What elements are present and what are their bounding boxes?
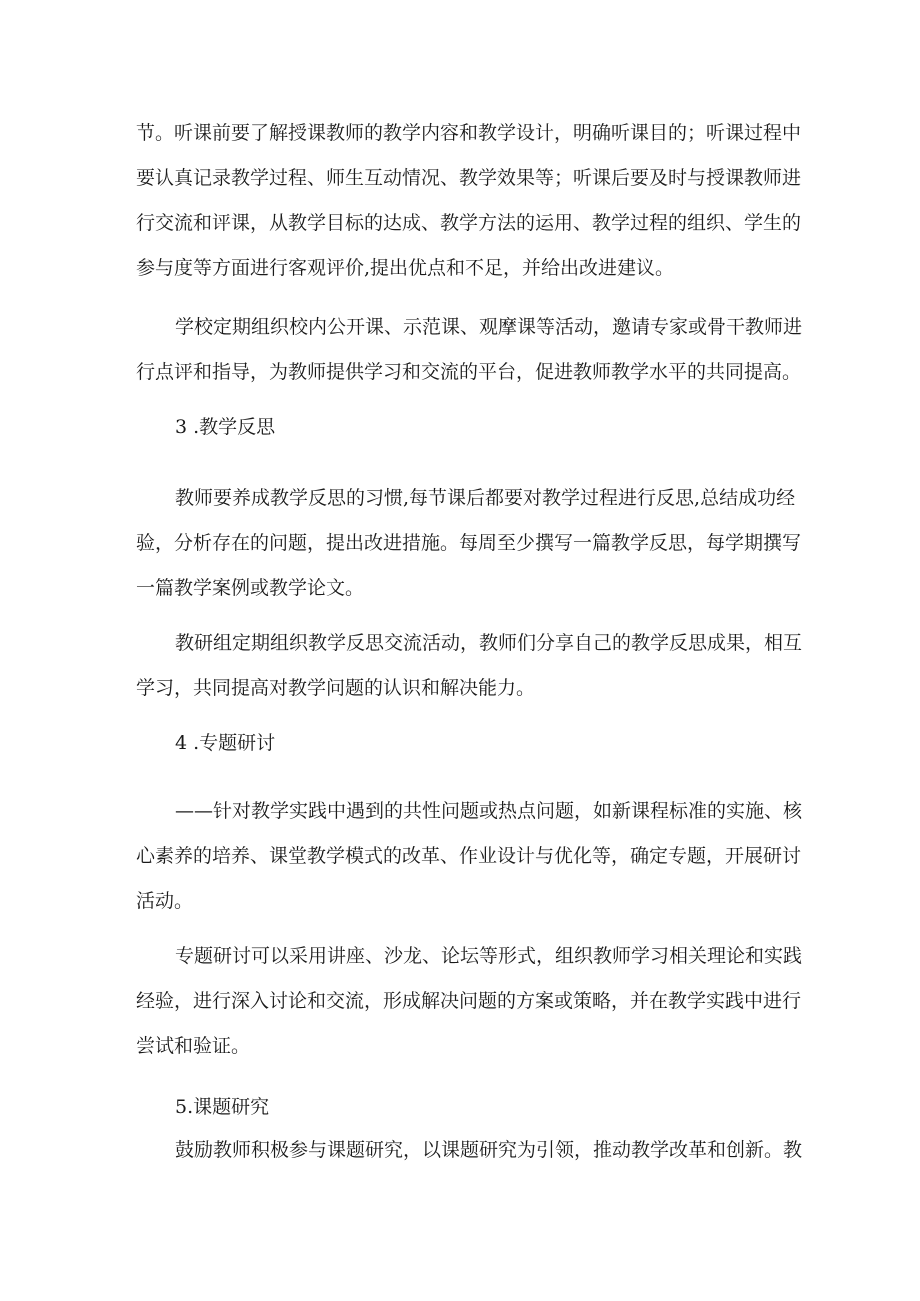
paragraph-line: 活动。 (136, 890, 194, 912)
paragraph-line: 鼓励教师积极参与课题研究，以课题研究为引领，推动教学改革和创新。教 (175, 1139, 803, 1161)
paragraph-line: 参与度等方面进行客观评价,提出优点和不足，并给出改进建议。 (136, 257, 675, 279)
paragraph-line: 专题研讨可以采用讲座、沙龙、论坛等形式，组织教师学习相关理论和实践 (175, 945, 803, 967)
paragraph-line: ——针对教学实践中遇到的共性问题或热点问题，如新课程标准的实施、核 (175, 800, 803, 822)
paragraph-line: 教师要养成教学反思的习惯,每节课后都要对教学过程进行反思,总结成功经 (175, 487, 796, 509)
paragraph-line: 行交流和评课，从教学目标的达成、教学方法的运用、教学过程的组织、学生的 (136, 212, 802, 234)
paragraph-line: 尝试和验证。 (136, 1035, 251, 1057)
section-heading: 4 .专题研讨 (175, 732, 276, 754)
paragraph-line: 学习，共同提高对教学问题的认识和解决能力。 (136, 677, 536, 699)
section-heading: 3 .教学反思 (175, 416, 276, 438)
paragraph-line: 行点评和指导，为教师提供学习和交流的平台，促进教师教学水平的共同提高。 (136, 361, 802, 383)
paragraph-line: 心素养的培养、课堂教学模式的改革、作业设计与优化等，确定专题，开展研讨 (136, 845, 802, 867)
paragraph-line: 验，分析存在的问题，提出改进措施。每周至少撰写一篇教学反思，每学期撰写 (136, 532, 802, 554)
paragraph-line: 学校定期组织校内公开课、示范课、观摩课等活动，邀请专家或骨干教师进 (175, 316, 803, 338)
paragraph-line: 经验，进行深入讨论和交流，形成解决问题的方案或策略，并在教学实践中进行 (136, 990, 802, 1012)
paragraph-line: 一篇教学案例或教学论文。 (136, 577, 365, 599)
paragraph-line: 要认真记录教学过程、师生互动情况、教学效果等；听课后要及时与授课教师进 (136, 167, 802, 189)
paragraph-line: 教研组定期组织教学反思交流活动，教师们分享自己的教学反思成果，相互 (175, 632, 803, 654)
paragraph-line: 节。听课前要了解授课教师的教学内容和教学设计，明确听课目的；听课过程中 (136, 122, 802, 144)
section-heading: 5.课题研究 (175, 1096, 270, 1118)
